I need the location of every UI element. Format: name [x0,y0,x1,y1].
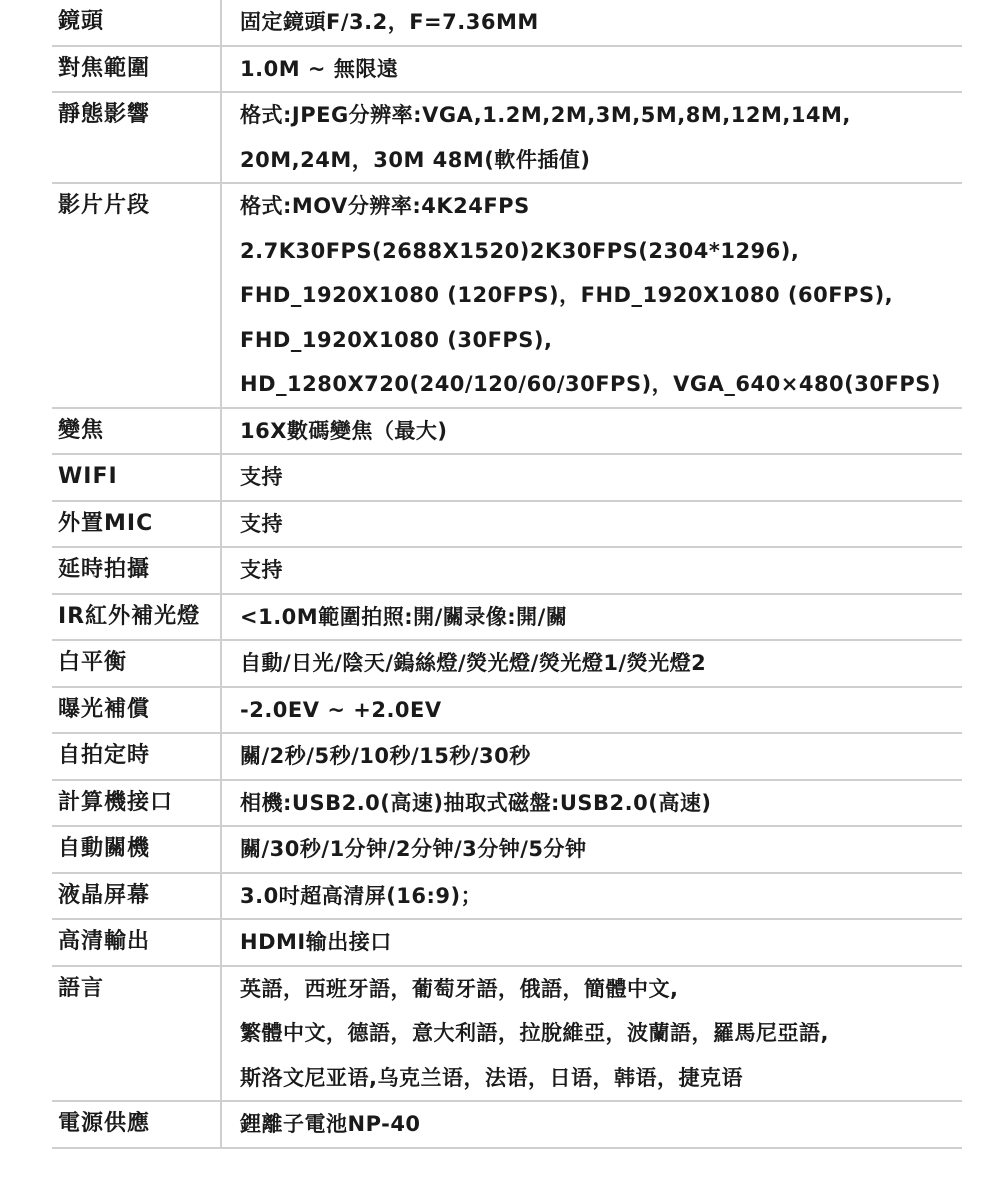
spec-label: 自動關機 [52,826,221,873]
spec-value-line: 斯洛文尼亚语,乌克兰语，法语，日语，韩语，捷克语 [240,1065,743,1090]
spec-label: 變焦 [52,408,221,455]
spec-value-line: HDMI输出接口 [240,930,392,954]
spec-value [221,966,962,1102]
spec-value-line: 20M,24M，30M 48M(軟件插值) [240,147,591,172]
spec-value [221,0,962,46]
spec-label: 液晶屏幕 [52,873,221,920]
spec-value-line: 支持 [240,511,283,536]
spec-row [52,826,962,873]
spec-value-line: HD_1280X720(240/120/60/30FPS)，VGA_640×480(30FPS) [240,372,941,396]
spec-row [52,92,962,183]
spec-row [52,408,962,455]
spec-label: 電源供應 [52,1101,221,1148]
spec-label: 外置MIC [52,501,221,548]
spec-row [52,780,962,827]
spec-row [52,640,962,687]
spec-value [221,733,962,780]
spec-value-line: 關/30秒/1分钟/2分钟/3分钟/5分钟 [240,837,587,861]
spec-value-line: 自動/日光/陰天/鎢絲燈/熒光燈/熒光燈1/熒光燈2 [240,651,707,675]
spec-value-line: FHD_1920X1080 (30FPS), [240,327,553,352]
spec-row [52,733,962,780]
spec-label: 鏡頭 [52,0,221,46]
spec-label: 延時拍攝 [52,547,221,594]
spec-value-line: -2.0EV ~ +2.0EV [240,697,442,722]
spec-value-line: 相機:USB2.0(高速)抽取式磁盤:USB2.0(高速) [240,790,712,815]
spec-row [52,46,962,93]
spec-value [221,183,962,408]
spec-label: 白平衡 [52,640,221,687]
spec-label: IR紅外補光燈 [52,594,221,641]
spec-row [52,594,962,641]
spec-row [52,547,962,594]
spec-row [52,0,962,46]
spec-value [221,780,962,827]
spec-value-line: 支持 [240,558,283,582]
spec-row [52,687,962,734]
spec-value-line: 英語，西班牙語，葡萄牙語，俄語，簡體中文, [240,976,679,1001]
spec-row [52,966,962,1102]
spec-value-line: <1.0M範圍拍照:開/關录像:開/關 [240,604,568,629]
spec-row [52,919,962,966]
spec-value-line: 鋰離子電池NP-40 [240,1112,421,1136]
spec-row [52,1101,962,1148]
spec-value [221,501,962,548]
spec-table-body [52,0,962,1148]
spec-label: 對焦範圍 [52,46,221,93]
spec-value [221,919,962,966]
spec-value [221,1101,962,1148]
spec-label: 影片片段 [52,183,221,408]
spec-label: 靜態影響 [52,92,221,183]
spec-row [52,183,962,408]
spec-label: 曝光補償 [52,687,221,734]
spec-row [52,873,962,920]
spec-value-line: 固定鏡頭F/3.2，F=7.36MM [240,10,539,34]
spec-table [52,0,962,1149]
spec-value-line: 2.7K30FPS(2688X1520)2K30FPS(2304*1296), [240,238,800,263]
spec-value-line: 關/2秒/5秒/10秒/15秒/30秒 [240,744,531,768]
spec-value [221,594,962,641]
spec-value-line: 16X數碼變焦（最大) [240,418,448,443]
spec-label: 計算機接口 [52,780,221,827]
spec-value-line: 支持 [240,465,283,489]
spec-label: 語言 [52,966,221,1102]
spec-value-line: 3.0吋超高清屏(16:9)； [240,883,483,908]
spec-value [221,873,962,920]
spec-label: 自拍定時 [52,733,221,780]
spec-value [221,687,962,734]
spec-value [221,826,962,873]
spec-value [221,454,962,501]
spec-value [221,640,962,687]
spec-label: 高清輸出 [52,919,221,966]
spec-row [52,454,962,501]
spec-label: WIFI [52,454,221,501]
spec-value-line: 格式:JPEG分辨率:VGA,1.2M,2M,3M,5M,8M,12M,14M, [240,103,851,127]
spec-value [221,92,962,183]
spec-value-line: 1.0M ~ 無限遠 [240,56,399,81]
spec-value [221,547,962,594]
spec-value [221,408,962,455]
spec-value-line: 格式:MOV分辨率:4K24FPS [240,194,530,218]
spec-value-line: 繁體中文，德語，意大利語，拉脫維亞，波蘭語，羅馬尼亞語, [240,1021,829,1045]
spec-row [52,501,962,548]
spec-value-line: FHD_1920X1080 (120FPS)，FHD_1920X1080 (60FPS), [240,283,894,307]
spec-value [221,46,962,93]
